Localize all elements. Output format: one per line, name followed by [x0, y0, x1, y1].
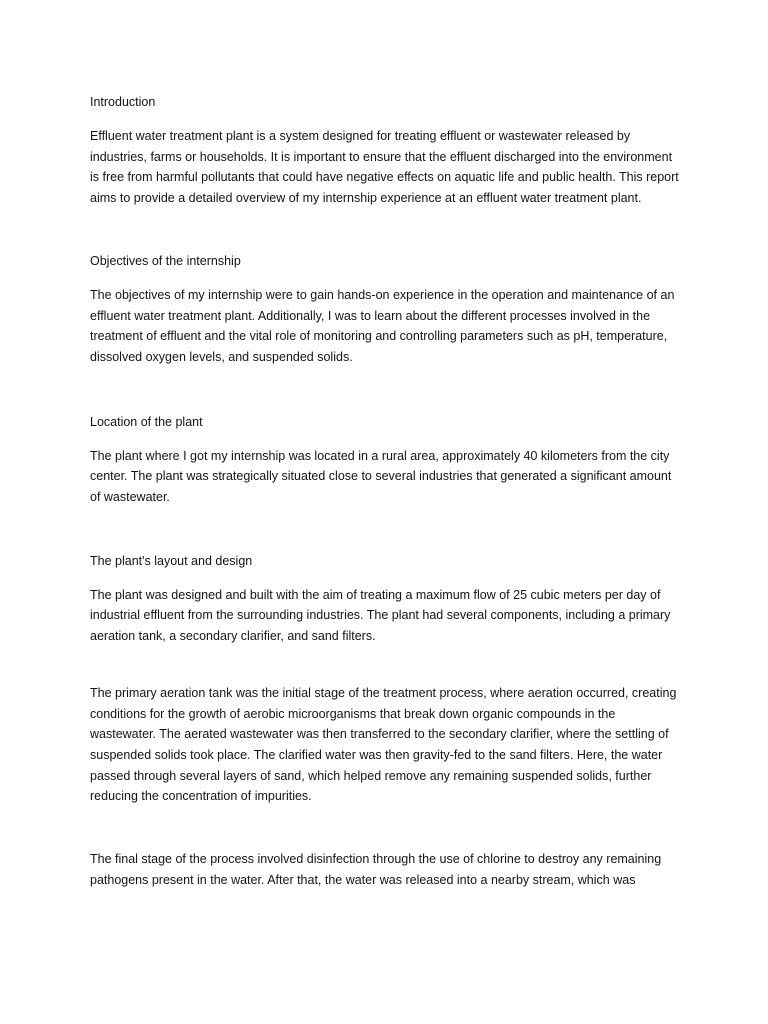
paragraph-final-stage: The final stage of the process involved disinfection through the use of chlorine to destroy any remaining pathogens present in the water. After that, the water was released into a nearby stream, which was	[90, 852, 662, 887]
heading-location: Location of the plant	[90, 414, 203, 429]
paragraph-location: The plant where I got my internship was located in a rural area, approximately 40 kilometers from the city center. The plant was strategically situated close to several industries that generated a significant amount of wastewater.	[90, 448, 672, 505]
paragraph-objectives: The objectives of my internship were to gain hands-on experience in the operation and maintenance of an effluent water treatment plant. Additionally, I was to learn about the different processes involved in the treatment of effluent and the vital role of monitoring and controlling parameters such as pH, temperature, dissolved oxygen levels, and suspended solids.	[90, 287, 675, 364]
heading-objectives: Objectives of the internship	[90, 253, 241, 268]
heading-layout-design: The plant's layout and design	[90, 553, 253, 568]
paragraph-layout-design: The plant was designed and built with the aim of treating a maximum flow of 25 cubic meters per day of industrial effluent from the surrounding industries. The plant had several components, including a primary aeration tank, a secondary clarifier, and sand filters.	[90, 587, 671, 644]
heading-introduction: Introduction	[90, 95, 156, 109]
paragraph-treatment-process: The primary aeration tank was the initial stage of the treatment process, where aeration occurred, creating conditions for the growth of aerobic microorganisms that break down organic compounds in the wastewater. The aerated wastewater was then transferred to the secondary clarifier, where the settling of suspended solids took place. The clarified water was then gravity-fed to the sand filters. Here, the water passed through several layers of sand, which helped remove any remaining suspended solids, further reducing the concentration of impurities.	[90, 685, 677, 804]
document-page	[90, 92, 680, 890]
paragraph-introduction: Effluent water treatment plant is a system designed for treating effluent or wastewater released by industries, farms or households. It is important to ensure that the effluent discharged into the environment is free from harmful pollutants that could have negative effects on aquatic life and public health. This report aims to provide a detailed overview of my internship experience at an effluent water treatment plant.	[90, 129, 679, 206]
